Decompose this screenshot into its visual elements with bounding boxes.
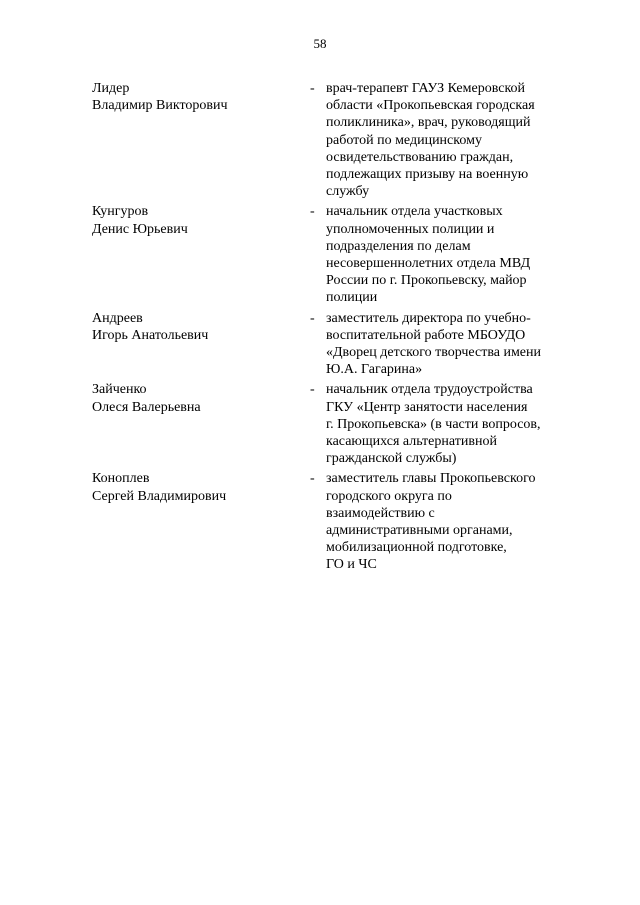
member-surname: Кунгуров bbox=[92, 204, 149, 220]
member-surname: Лидер bbox=[92, 81, 130, 96]
member-given-names: Владимир Викторович bbox=[92, 98, 228, 114]
member-name bbox=[92, 80, 292, 114]
member-given-names: Денис Юрьевич bbox=[92, 221, 188, 237]
member-name bbox=[92, 381, 292, 415]
member-given-names: Сергей Владимирович bbox=[92, 488, 227, 504]
dash-separator: - bbox=[310, 310, 315, 326]
list-item bbox=[92, 203, 572, 306]
member-list bbox=[92, 80, 572, 577]
member-name bbox=[92, 310, 292, 344]
dash-separator: - bbox=[310, 204, 315, 220]
member-surname: Зайченко bbox=[92, 382, 147, 398]
page-number: 58 bbox=[313, 36, 327, 51]
list-item bbox=[92, 310, 572, 379]
member-name bbox=[92, 470, 292, 504]
dash-separator: - bbox=[310, 81, 315, 96]
member-role: начальник отдела трудоустройства ГКУ «Центр занятости населения г. Прокопьевска» (в части вопросов, касающихся альтернативной гражданской службы) bbox=[326, 382, 541, 467]
list-item bbox=[92, 381, 572, 467]
member-role: начальник отдела участковых уполномоченных полиции и подразделения по делам несовершеннолетних отдела МВД России по г. Прокопьевску, майор полиции bbox=[326, 204, 531, 306]
dash-separator: - bbox=[310, 382, 315, 398]
member-role: заместитель главы Прокопьевского городского округа по взаимодействию с административными органами, мобилизационной подготовке, ГО и ЧС bbox=[326, 471, 536, 573]
member-name bbox=[92, 203, 292, 237]
member-role: заместитель директора по учебно- воспитательной работе МБОУДО «Дворец детского творчества имени Ю.А. Гагарина» bbox=[326, 310, 542, 378]
list-item bbox=[92, 80, 572, 200]
member-surname: Коноплев bbox=[92, 471, 150, 487]
member-surname: Андреев bbox=[92, 310, 143, 326]
member-role: врач-терапевт ГАУЗ Кемеровской области «Прокопьевская городская поликлиника», врач, руководящий работой по медицинскому освидетельствованию граждан, подлежащих призыву на военную службу bbox=[326, 81, 535, 200]
member-given-names: Игорь Анатольевич bbox=[92, 327, 209, 343]
member-given-names: Олеся Валерьевна bbox=[92, 399, 201, 415]
list-item bbox=[92, 470, 572, 573]
dash-separator: - bbox=[310, 471, 315, 487]
